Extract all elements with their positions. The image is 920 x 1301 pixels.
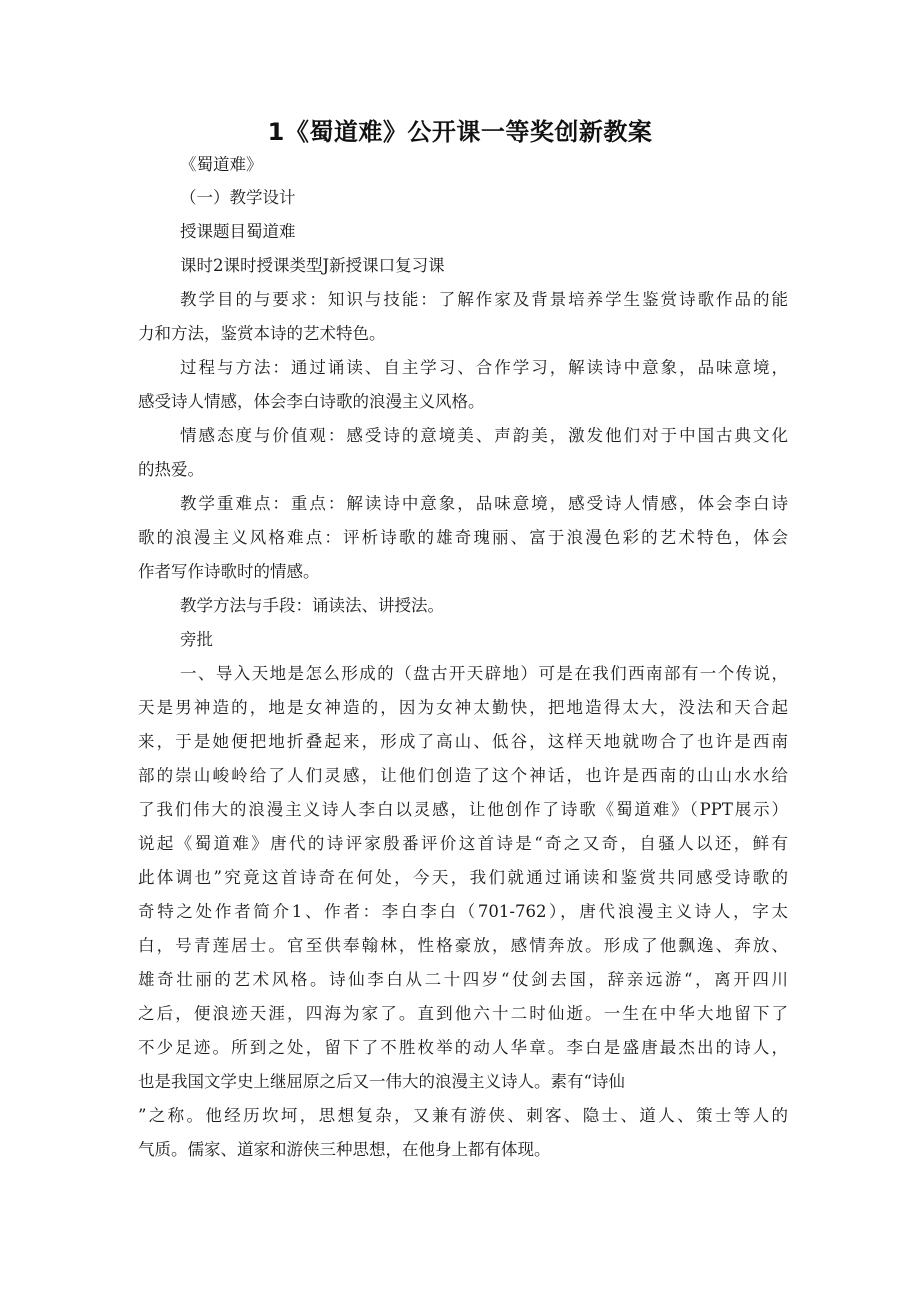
paragraph-line: 教学目的与要求：知识与技能：了解作家及背景培养学生鉴赏诗歌作品的能 — [180, 290, 788, 309]
paragraph-line: 不少足迹。所到之处，留下了不胜枚举的动人华章。李白是盛唐最杰出的诗人， — [138, 1038, 788, 1057]
section-subheading: （一）教学设计 — [180, 188, 296, 207]
paragraph-line: 一、导入天地是怎么形成的（盘古开天辟地）可是在我们西南部有一个传说， — [180, 664, 788, 683]
paragraph-line: 歌的浪漫主义风格难点：评析诗歌的雄奇瑰丽、富于浪漫色彩的艺术特色，体会 — [138, 528, 788, 547]
paragraph-line: 部的崇山峻岭给了人们灵感，让他们创造了这个神话，也许是西南的山山水水给 — [138, 766, 788, 785]
paragraph-line: 的热爱。 — [138, 460, 204, 479]
paragraph-line: 说起《蜀道难》唐代的诗评家殷番评价这首诗是“奇之又奇，自骚人以还，鲜有 — [138, 834, 788, 853]
paragraph-line: ”之称。他经历坎坷，思想复杂，又兼有游侠、刺客、隐士、道人、策士等人的 — [138, 1106, 788, 1125]
paragraph-line: 感受诗人情感，体会李白诗歌的浪漫主义风格。 — [138, 392, 485, 411]
paragraph-line: 天是男神造的，地是女神造的，因为女神太勤快，把地造得太大，没法和天合起 — [138, 698, 788, 717]
paragraph-line: 旁批 — [180, 630, 213, 649]
paragraph-line: 作者写作诗歌时的情感。 — [138, 562, 320, 581]
paragraph-line: 过程与方法：通过诵读、自主学习、合作学习，解读诗中意象，品味意境， — [180, 358, 788, 377]
document-title: 1《蜀道难》公开课一等奖创新教案 — [267, 118, 653, 146]
paragraph-line: 此体调也”究竟这首诗奇在何处，今天，我们就通过诵读和鉴赏共同感受诗歌的 — [138, 868, 788, 887]
paragraph-line: 也是我国文学史上继屈原之后又一伟大的浪漫主义诗人。素有“诗仙 — [138, 1072, 625, 1091]
paragraph-line: 白，号青莲居士。官至供奉翰林，性格豪放，感情奔放。形成了他飘逸、奔放、 — [138, 936, 788, 955]
paragraph-line: 力和方法，鉴赏本诗的艺术特色。 — [138, 324, 386, 343]
paragraph-line: 了我们伟大的浪漫主义诗人李白以灵感，让他创作了诗歌《蜀道难》（PPT展示） — [138, 800, 788, 819]
paragraph-line: 之后，便浪迹天涯，四海为家了。直到他六十二时仙逝。一生在中华大地留下了 — [138, 1004, 788, 1023]
paragraph-line: 奇特之处作者简介1、作者：李白李白（701-762），唐代浪漫主义诗人，字太 — [138, 902, 788, 921]
section-heading: 《蜀道难》 — [180, 155, 263, 174]
paragraph-line: 来，于是她便把地折叠起来，形成了高山、低谷，这样天地就吻合了也许是西南 — [138, 732, 788, 751]
paragraph-line: 教学方法与手段：诵读法、讲授法。 — [180, 596, 444, 615]
paragraph-line: 授课题目蜀道难 — [180, 222, 296, 241]
paragraph-line: 雄奇壮丽的艺术风格。诗仙李白从二十四岁“仗剑去国，辞亲远游“，离开四川 — [138, 970, 788, 989]
paragraph-line: 气质。儒家、道家和游侠三种思想，在他身上都有体现。 — [138, 1140, 551, 1159]
paragraph-line: 课时2课时授课类型J新授课口复习课 — [180, 256, 445, 275]
paragraph-line: 教学重难点：重点：解读诗中意象，品味意境，感受诗人情感，体会李白诗 — [180, 494, 788, 513]
paragraph-line: 情感态度与价值观：感受诗的意境美、声韵美，激发他们对于中国古典文化 — [180, 426, 788, 445]
